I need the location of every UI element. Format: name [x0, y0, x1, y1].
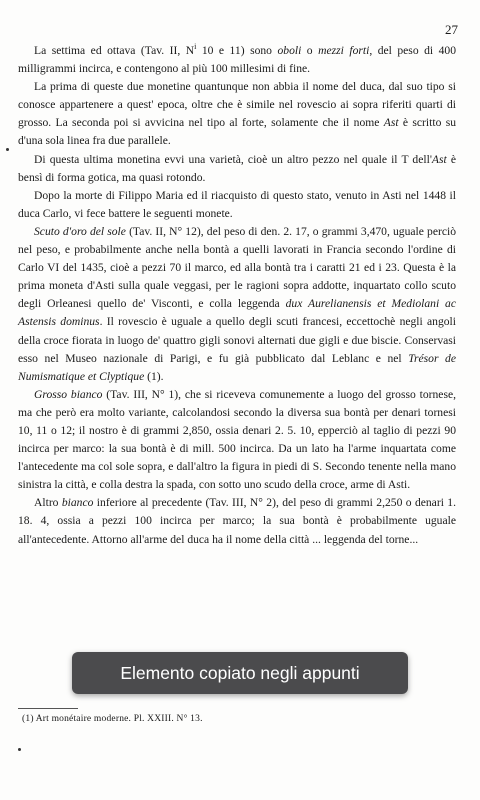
- page-number: 27: [445, 22, 458, 37]
- text-run: oboli: [277, 44, 302, 57]
- text-run: (Tav. II, N° 12), del peso di den. 2. 17, o grammi 3,470, uguale perciò nel peso, e probabilmente anche nella bontà a quelli lavorati in Francia secondo l'ordine di Carlo VI del 1435, cioè a pezzi 70 il marco, ed alla bontà tra i caratti 21 ed i 23. Questa è la prima moneta d'Asti sulla quale veggasi, per le ragioni sopra addotte, inquartato collo scuto degli Orleanesi quello de' Visconti, e colla leggenda: [18, 224, 456, 311]
- paragraph: [18, 151, 456, 187]
- text-run: La settima ed ottava (Tav. II, N: [34, 44, 195, 57]
- text-run: , del peso di 400 milligrammi incirca, e contengono al più 100 millesimi di fine.: [18, 44, 456, 76]
- paragraph: [18, 386, 456, 495]
- text-run: (1).: [144, 369, 164, 383]
- text-run: Scuto d'oro del sole: [34, 224, 126, 238]
- paragraph: [18, 187, 456, 223]
- text-run: Ast: [431, 152, 447, 166]
- text-run: mezzi forti: [318, 44, 370, 57]
- text-run: Ast: [383, 116, 399, 130]
- text-run: è scritto su d'una sola linea fra due parallele.: [18, 116, 457, 148]
- footnote-rule: [18, 708, 78, 709]
- text-run: Trésor de Numismatique et Clyptique: [18, 351, 456, 383]
- text-run: (Tav. III, N° 1), che si riceveva comunemente a luogo del grosso tornese, ma che però era molto variante, calcolandosi secondo la diversa sua bontà per denari tornesi 10, 11 o 12; il nostro è di grammi 2,850, ossia denari 2. 5. 10, epperciò al taglio di pezzi 90 incirca per marco: la sua bontà è di mill. 500 incirca. Da un lato ha l'arme inquartata come l'antecedente ma col sole sopra, e dall'altro la figura in piedi di S. Secondo tenente nella mano sinistra la città, e colla destra la spada, con sotto uno scudo della croce, arme di Asti.: [18, 387, 456, 492]
- paragraph: [18, 42, 456, 78]
- text-run: o: [301, 44, 319, 57]
- text-run: inferiore al precedente (Tav. III, N° 2), del peso di grammi 2,250 o denari 1. 18. 4, ossia a pezzi 100 incirca per marco; la sua bontà è probabilmente uguale all'antecedente. Attorno all'arme del duca ha il nome della città ... leggenda del torne...: [18, 496, 456, 546]
- text-run: i: [194, 42, 197, 52]
- text-run: Di questa ultima monetina evvi una varietà, cioè un altro pezzo nel quale il T dell': [34, 152, 432, 166]
- text-run: bianco: [61, 496, 94, 510]
- text-run: La prima di queste due monetine quantunque non abbia il nome del duca, dal suo tipo si conosce appartenere a quest' epoca, oltre che è simile nel rovescio ai sopra riferiti quarti di grosso. La seconda poi si avvicina nel tipo al forte, solamente che il nome: [18, 80, 456, 130]
- text-run: 10 e 11) sono: [196, 44, 278, 57]
- text-run: Dopo la morte di Filippo Maria ed il riacquisto di questo stato, venuto in Asti nel 1448 il duca Carlo, vi fece battere le seguenti monete.: [18, 188, 456, 220]
- text-run: Altro: [34, 496, 62, 510]
- paragraph: [18, 78, 456, 150]
- stray-mark: [18, 748, 21, 751]
- footnote: (1) Art monétaire moderne. Pl. XXIII. N° 13.: [22, 714, 203, 724]
- paragraph: [18, 223, 456, 386]
- copied-toast: Elemento copiato negli appunti: [72, 652, 408, 694]
- text-run: . Il rovescio è uguale a quello degli scuti francesi, eccettochè negli angoli della croce fiorata in luogo de' quattro gigli sonovi alternati due gigli e due biscie. Conservasi esso nel Museo nazionale di Parigi, e fu già pubblicato dal Leblanc e nel: [18, 315, 456, 365]
- text-run: Grosso bianco: [34, 387, 103, 401]
- stray-mark: [6, 148, 9, 151]
- paragraph: [18, 494, 456, 548]
- text-run: dux Aurelianensis et Mediolani ac Astensis dominus: [18, 297, 457, 329]
- text-run: è bensì di forma gotica, ma quasi rotondo.: [18, 152, 456, 184]
- body-text: [18, 42, 456, 549]
